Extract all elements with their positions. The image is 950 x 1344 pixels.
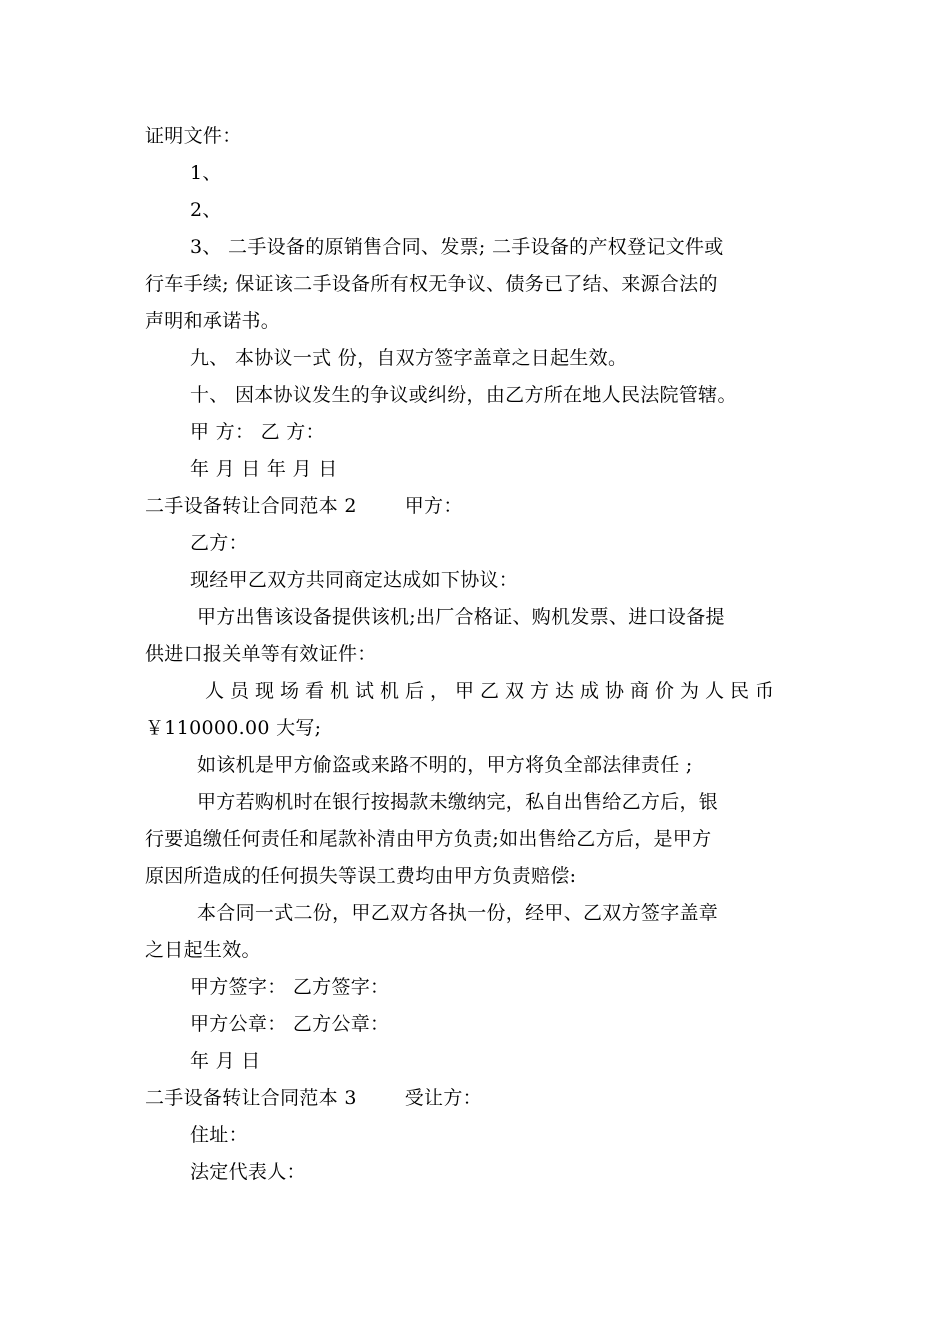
text-line: 甲方出售该设备提供该机;出厂合格证、购机发票、进口设备提: [197, 606, 725, 628]
text-line: 甲方若购机时在银行按揭款未缴纳完，私自出售给乙方后，银: [197, 791, 719, 813]
text-line: 如该机是甲方偷盗或来路不明的，甲方将负全部法律责任 ;: [197, 754, 693, 776]
text-line: 供进口报关单等有效证件：: [145, 643, 377, 665]
text-line: 1、: [190, 162, 222, 184]
date-line: 年 月 日: [190, 1050, 261, 1072]
text-line: 九、 本协议一式 份，自双方签字盖章之日起生效。: [190, 347, 628, 369]
text-line: 2、: [190, 199, 222, 221]
text-line: 现经甲乙双方共同商定达成如下协议：: [190, 569, 519, 591]
text-line: 证明文件：: [145, 125, 242, 147]
section-heading: [145, 1080, 810, 1117]
text-line: 行车手续; 保证该二手设备所有权无争议、债务已了结、来源合法的: [145, 273, 718, 295]
address-label: 住址：: [190, 1124, 248, 1146]
text-line: ￥110000.00 大写;: [145, 717, 322, 739]
signature-line: 甲 方： 乙 方：: [190, 421, 325, 443]
section-title: 二手设备转让合同范本 3: [145, 1087, 357, 1109]
text-line: 十、 因本协议发生的争议或纠纷，由乙方所在地人民法院管辖。: [190, 384, 737, 406]
text-line: 本合同一式二份，甲乙双方各执一份，经甲、乙双方签字盖章: [197, 902, 719, 924]
text-line: 之日起生效。: [145, 939, 261, 961]
party-label: 受让方：: [404, 1087, 482, 1109]
signature-line: 甲方签字： 乙方签字：: [190, 976, 390, 998]
text-line: 原因所造成的任何损失等误工费均由甲方负责赔偿:: [145, 865, 577, 887]
document-body: [145, 118, 810, 1191]
party-label: 乙方：: [190, 532, 248, 554]
text-line: 声明和承诺书。: [145, 310, 281, 332]
text-line: 3、 二手设备的原销售合同、发票; 二手设备的产权登记文件或: [190, 236, 724, 258]
section-heading: [145, 488, 810, 525]
legal-rep-label: 法定代表人：: [190, 1161, 306, 1183]
seal-line: 甲方公章： 乙方公章：: [190, 1013, 390, 1035]
text-line: 行要追缴任何责任和尾款补清由甲方负责;如出售给乙方后，是甲方: [145, 828, 712, 850]
text-line: 人员现场看机试机后，甲乙双方达成协商价为人民币: [205, 680, 781, 702]
section-title: 二手设备转让合同范本 2: [145, 495, 357, 517]
date-line: 年 月 日 年 月 日: [190, 458, 338, 480]
party-label: 甲方：: [404, 495, 463, 517]
